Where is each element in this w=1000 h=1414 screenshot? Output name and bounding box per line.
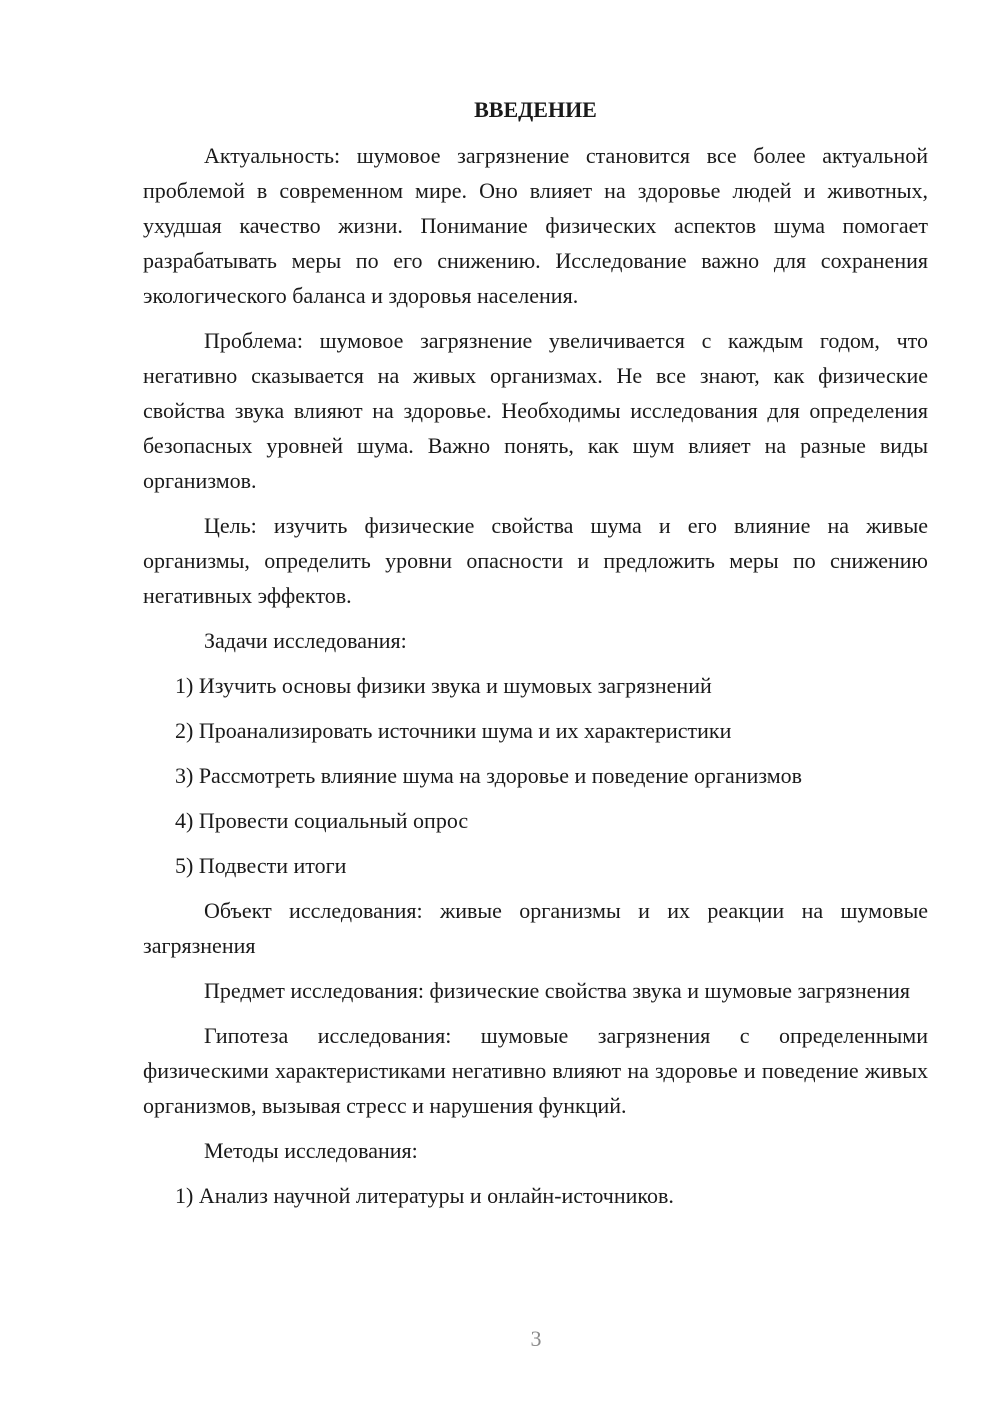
list-item: 2) Проанализировать источники шума и их характеристики: [175, 718, 732, 743]
page-number: 3: [530, 1326, 542, 1351]
list-item: 1) Изучить основы физики звука и шумовых загрязнений: [175, 673, 712, 698]
hypothesis-paragraph: Гипотеза исследования: шумовые загрязнения с определенными физическими характеристиками негативно влияют на здоровье и поведение живых организмов, вызывая стресс и нарушения функций.: [143, 1023, 928, 1118]
goal-paragraph: Цель: изучить физические свойства шума и его влияние на живые организмы, определить уровни опасности и предложить меры по снижению негативных эффектов.: [143, 513, 928, 608]
relevance-paragraph: Актуальность: шумовое загрязнение становится все более актуальной проблемой в современном мире. Оно влияет на здоровье людей и животных, ухудшая качество жизни. Понимание физических аспектов шума помогает разрабатывать меры по его снижению. Исследование важно для сохранения экологического баланса и здоровья населения.: [143, 143, 928, 308]
subject-paragraph: Предмет исследования: физические свойства звука и шумовые загрязнения: [204, 978, 911, 1003]
methods-heading: Методы исследования:: [204, 1138, 418, 1163]
tasks-list: [143, 668, 928, 883]
list-item: 1) Анализ научной литературы и онлайн-источников.: [175, 1183, 674, 1208]
list-item: 3) Рассмотреть влияние шума на здоровье и поведение организмов: [175, 763, 803, 788]
document-body: [143, 92, 928, 1223]
tasks-heading: Задачи исследования:: [204, 628, 407, 653]
problem-paragraph: Проблема: шумовое загрязнение увеличивается с каждым годом, что негативно сказывается на живых организмах. Не все знают, как физические свойства звука влияют на здоровье. Необходимы исследования для определения безопасных уровней шума. Важно понять, как шум влияет на разные виды организмов.: [143, 328, 928, 493]
list-item: 4) Провести социальный опрос: [175, 808, 469, 833]
methods-list: [143, 1178, 928, 1213]
list-item: 5) Подвести итоги: [175, 853, 347, 878]
object-paragraph: Объект исследования: живые организмы и их реакции на шумовые загрязнения: [143, 898, 928, 958]
section-title: ВВЕДЕНИЕ: [474, 97, 597, 122]
